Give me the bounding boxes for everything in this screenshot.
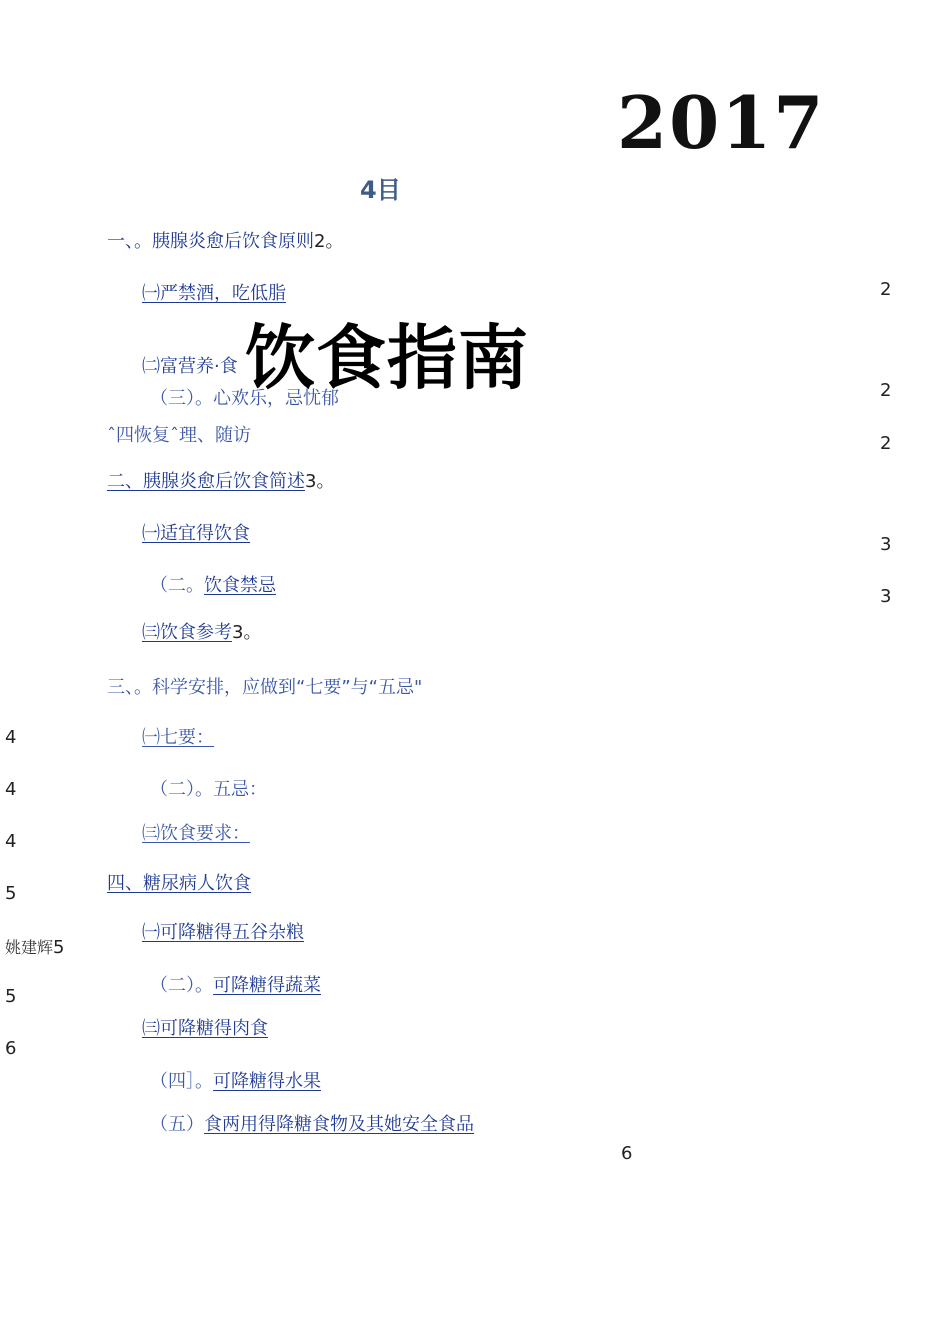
- toc-item-4-5[interactable]: [150, 1110, 474, 1136]
- toc-item-4-4[interactable]: [150, 1067, 321, 1093]
- toc-item-1-3[interactable]: [150, 384, 339, 410]
- toc-item-3-3-label[interactable]: ㈢饮食要求：: [142, 823, 250, 844]
- toc-title: 4目: [360, 176, 401, 204]
- toc-item-3-3[interactable]: [142, 819, 250, 845]
- toc-item-4-2-label[interactable]: 可降糖得蔬菜: [213, 975, 321, 996]
- year-heading: 2017: [617, 80, 826, 165]
- toc-item-2-3[interactable]: [142, 618, 261, 644]
- toc-item-4-2[interactable]: [150, 971, 321, 997]
- toc-item-1-2[interactable]: [142, 352, 238, 378]
- toc-item-1-1-label[interactable]: ㈠严禁酒，吃低脂: [142, 283, 286, 304]
- toc-item-3-1[interactable]: [142, 723, 214, 749]
- toc-item-2-2-label[interactable]: 饮食禁忌: [204, 575, 276, 596]
- toc-page-1-3: 2: [880, 380, 892, 401]
- toc-page-2-1: 3: [880, 534, 892, 555]
- toc-item-4-5-label[interactable]: 食两用得降糖食物及其她安全食品: [204, 1114, 474, 1135]
- margin-page-number: 4: [5, 727, 17, 748]
- toc-item-4-2-prefix: （二）。: [150, 975, 213, 996]
- author-name: 姚建辉: [5, 938, 54, 957]
- toc-item-4-label[interactable]: 四、糖尿病人饮食: [107, 873, 251, 894]
- toc-item-3-label: 三、。科学安排，应做到“七要”与“五忌": [107, 677, 423, 698]
- toc-item-1[interactable]: [107, 227, 343, 253]
- margin-page-number: 4: [5, 831, 17, 852]
- toc-item-4-3-label[interactable]: ㈢可降糖得肉食: [142, 1018, 268, 1039]
- toc-page-4-5: 6: [621, 1143, 633, 1164]
- toc-item-3-1-label[interactable]: ㈠七要：: [142, 727, 214, 748]
- toc-page-1-1: 2: [880, 279, 892, 300]
- toc-page-2-2: 3: [880, 586, 892, 607]
- toc-item-2-1[interactable]: [142, 519, 250, 545]
- toc-item-4-4-label[interactable]: 可降糖得水果: [213, 1071, 321, 1092]
- toc-item-1-3-label: （三）。心欢乐，忌忧郁: [150, 388, 339, 409]
- margin-page-number: 5: [53, 937, 65, 958]
- toc-item-1-2-label: ㈡富营养·食: [142, 356, 238, 377]
- toc-item-3-2-label: （二）。五忌：: [150, 779, 267, 800]
- toc-item-4-1[interactable]: [142, 918, 304, 944]
- margin-page-number: 4: [5, 779, 17, 800]
- toc-item-1-4-label: ˆ四恢复ˆ理、随访: [107, 425, 251, 446]
- margin-author-line: [5, 935, 64, 958]
- toc-item-2-page: 3。: [305, 471, 335, 492]
- toc-item-1-label: 一、。胰腺炎愈后饮食原则: [107, 231, 314, 252]
- toc-item-2-3-label[interactable]: ㈢饮食参考: [142, 622, 232, 643]
- toc-item-1-page: 2。: [314, 231, 344, 252]
- margin-page-number: 6: [5, 1038, 17, 1059]
- toc-item-4-3[interactable]: [142, 1014, 268, 1040]
- toc-item-4-1-label[interactable]: ㈠可降糖得五谷杂粮: [142, 922, 304, 943]
- toc-item-4[interactable]: [107, 869, 251, 895]
- toc-item-4-5-prefix: （五）: [150, 1114, 204, 1135]
- toc-item-2-3-page: 3。: [232, 622, 262, 643]
- toc-item-4-4-prefix: （四］。: [150, 1071, 213, 1092]
- toc-item-3-2[interactable]: [150, 775, 267, 801]
- toc-item-3[interactable]: [107, 673, 422, 699]
- margin-page-number: 5: [5, 883, 17, 904]
- toc-item-2-2[interactable]: [150, 571, 276, 597]
- toc-item-2-2-prefix: （二。: [150, 575, 204, 596]
- toc-item-2[interactable]: [107, 467, 334, 493]
- toc-item-1-4[interactable]: [107, 421, 251, 447]
- toc-page-1-4: 2: [880, 433, 892, 454]
- toc-item-2-label[interactable]: 二、胰腺炎愈后饮食简述: [107, 471, 305, 492]
- margin-page-number: 5: [5, 986, 17, 1007]
- toc-item-2-1-label[interactable]: ㈠适宜得饮食: [142, 523, 250, 544]
- document-big-title: 饮食指南: [245, 317, 529, 399]
